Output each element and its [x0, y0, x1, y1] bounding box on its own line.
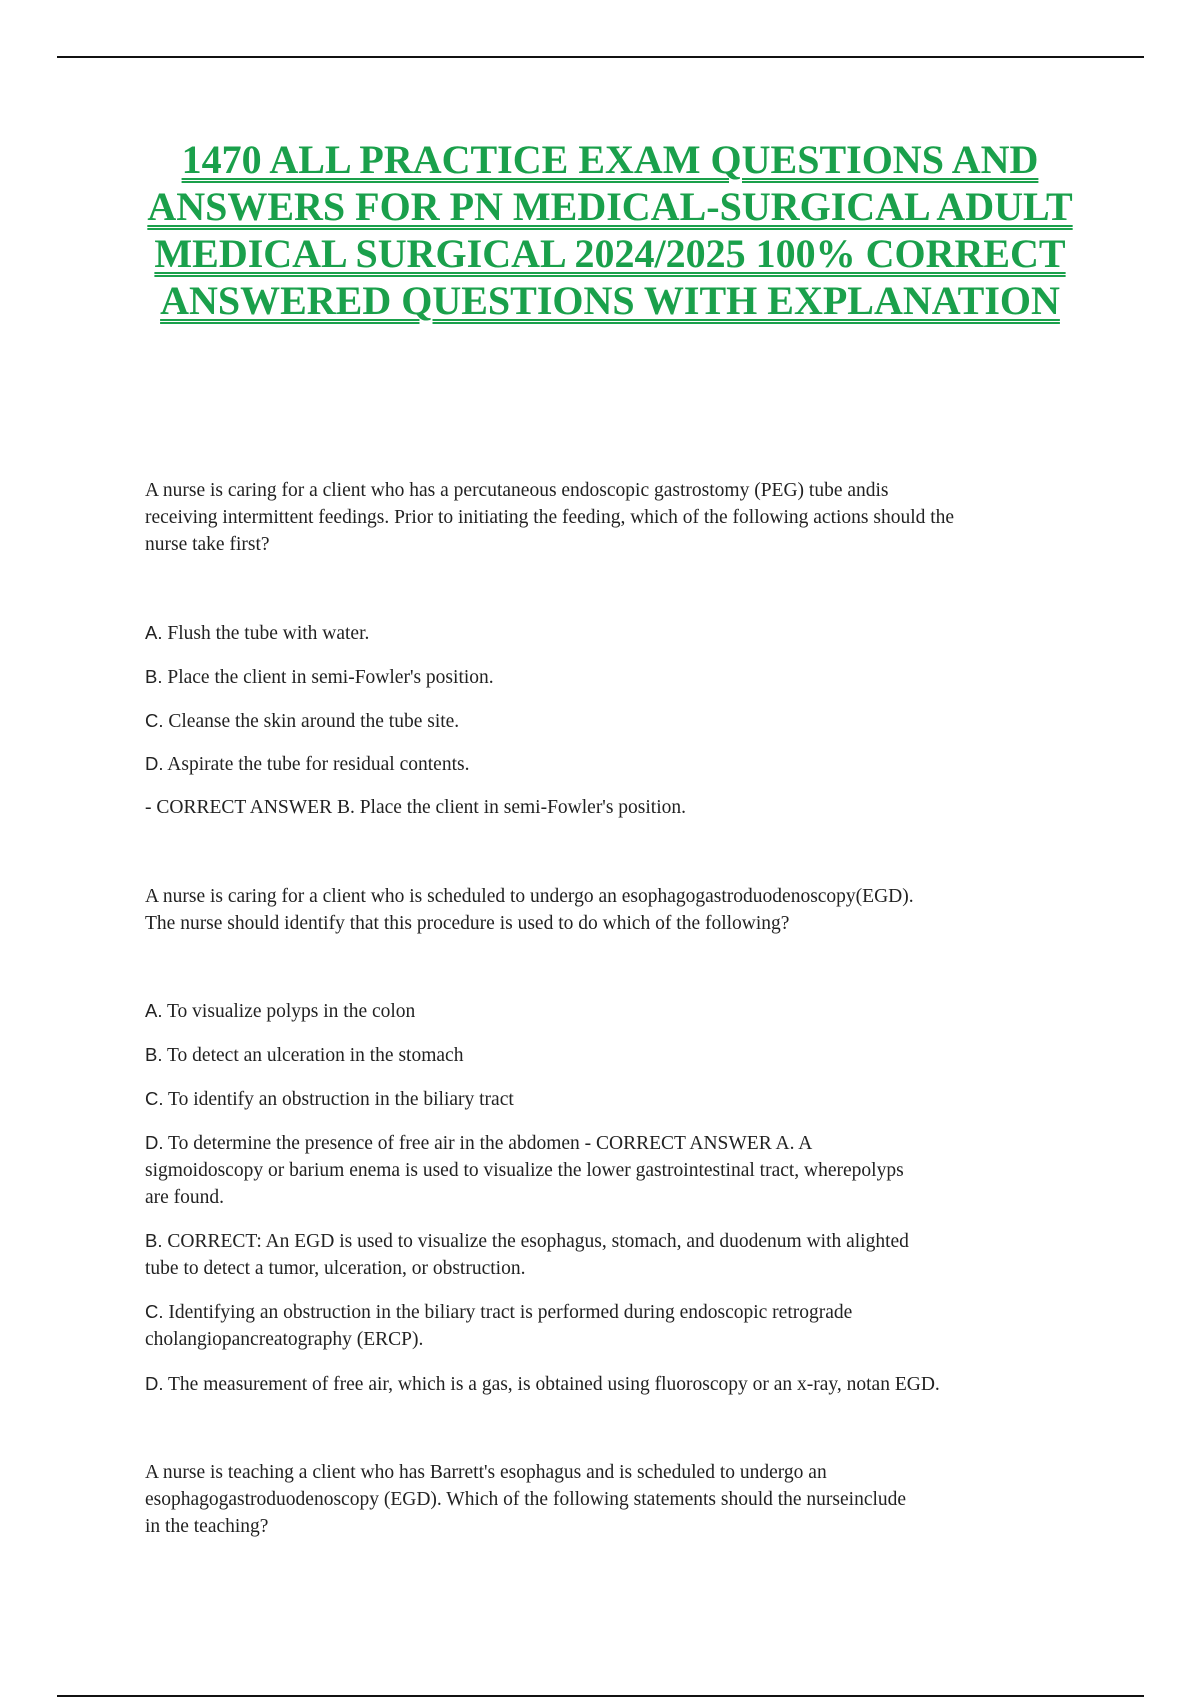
q2-explanation-d [145, 1370, 1085, 1398]
q2-option-c-letter: C. [145, 1088, 164, 1109]
q1-option-a [145, 619, 1085, 647]
q2-explanation-c [145, 1298, 1085, 1353]
q1-option-b-letter: B. [145, 666, 163, 687]
q2-option-b [145, 1041, 1085, 1069]
q2-option-b-letter: B. [145, 1044, 163, 1065]
q2-explanation-c-line-1: Identifying an obstruction in the biliary tract is performed during endoscopic retrograde [163, 1302, 853, 1323]
q2-explanation-d-letter: D. [145, 1373, 164, 1394]
q2-option-c [145, 1085, 1085, 1113]
q2-option-a-text: To visualize polyps in the colon [162, 1001, 416, 1022]
q1-option-d [145, 750, 1085, 778]
title-line-1: 1470 ALL PRACTICE EXAM QUESTIONS AND [181, 137, 1039, 182]
q2-explanation-c-letter: C. [145, 1301, 164, 1322]
q2-explanation-b [145, 1227, 1085, 1282]
q1-option-d-letter: D. [145, 753, 164, 774]
title-line-3: MEDICAL SURGICAL 2024/2025 100% CORRECT [154, 231, 1066, 276]
q2-explanation-b-line-2: tube to detect a tumor, ulceration, or obstruction. [145, 1258, 526, 1279]
q3-stem-line-3: in the teaching? [145, 1516, 269, 1537]
q2-option-d-line-2: sigmoidoscopy or barium enema is used to visualize the lower gastrointestinal tract, wherepolyps [145, 1160, 904, 1181]
q1-correct-answer: - CORRECT ANSWER B. Place the client in semi-Fowler's position. [145, 797, 687, 818]
top-rule [57, 56, 1144, 58]
q2-explanation-b-letter: B. [145, 1230, 163, 1251]
q2-option-d-letter: D. [145, 1132, 164, 1153]
q1-option-b-text: Place the client in semi-Fowler's position. [162, 667, 494, 688]
q1-stem-line-3: nurse take first? [145, 534, 270, 555]
q2-option-d-line-3: are found. [145, 1187, 225, 1208]
q2-stem-line-2: The nurse should identify that this procedure is used to do which of the following? [145, 913, 790, 934]
q2-explanation-c-line-2: cholangiopancreatography (ERCP). [145, 1329, 424, 1350]
q2-explanation-b-line-1: CORRECT: An EGD is used to visualize the esophagus, stomach, and duodenum with alighted [162, 1231, 909, 1252]
q2-option-b-text: To detect an ulceration in the stomach [162, 1045, 464, 1066]
document-title [130, 136, 1090, 324]
title-line-2: ANSWERS FOR PN MEDICAL-SURGICAL ADULT [147, 184, 1073, 229]
q2-stem-line-1: A nurse is caring for a client who is scheduled to undergo an esophagogastroduodenoscopy(EGD). [145, 886, 914, 907]
q2-explanation-d-line-1: The measurement of free air, which is a gas, is obtained using fluoroscopy or an x-ray, notan EGD. [163, 1374, 940, 1395]
question-2-stem [145, 883, 1085, 937]
q2-option-d-line-1: To determine the presence of free air in the abdomen - CORRECT ANSWER A. A [163, 1133, 813, 1154]
q2-option-a [145, 997, 1085, 1025]
q3-stem-line-2: esophagogastroduodenoscopy (EGD). Which of the following statements should the nurseinclude [145, 1489, 907, 1510]
q2-option-a-letter: A. [145, 1000, 163, 1021]
title-line-4: ANSWERED QUESTIONS WITH EXPLANATION [160, 278, 1060, 323]
q1-option-a-letter: A. [145, 622, 163, 643]
question-3-stem [145, 1459, 1085, 1540]
q1-option-c-letter: C. [145, 710, 164, 731]
bottom-rule [57, 1695, 1144, 1697]
q1-option-b [145, 663, 1085, 691]
q1-option-c [145, 707, 1085, 735]
q1-option-d-text: Aspirate the tube for residual contents. [163, 754, 470, 775]
q2-option-c-text: To identify an obstruction in the biliary tract [163, 1089, 514, 1110]
q1-option-a-text: Flush the tube with water. [162, 623, 370, 644]
question-1-stem [145, 477, 1085, 558]
q1-option-c-text: Cleanse the skin around the tube site. [163, 711, 460, 732]
q2-option-d [145, 1129, 1085, 1211]
q3-stem-line-1: A nurse is teaching a client who has Barrett's esophagus and is scheduled to undergo an [145, 1462, 827, 1483]
q1-stem-line-2: receiving intermittent feedings. Prior to initiating the feeding, which of the following actions should the [145, 507, 955, 528]
q1-stem-line-1: A nurse is caring for a client who has a percutaneous endoscopic gastrostomy (PEG) tube andis [145, 480, 889, 501]
